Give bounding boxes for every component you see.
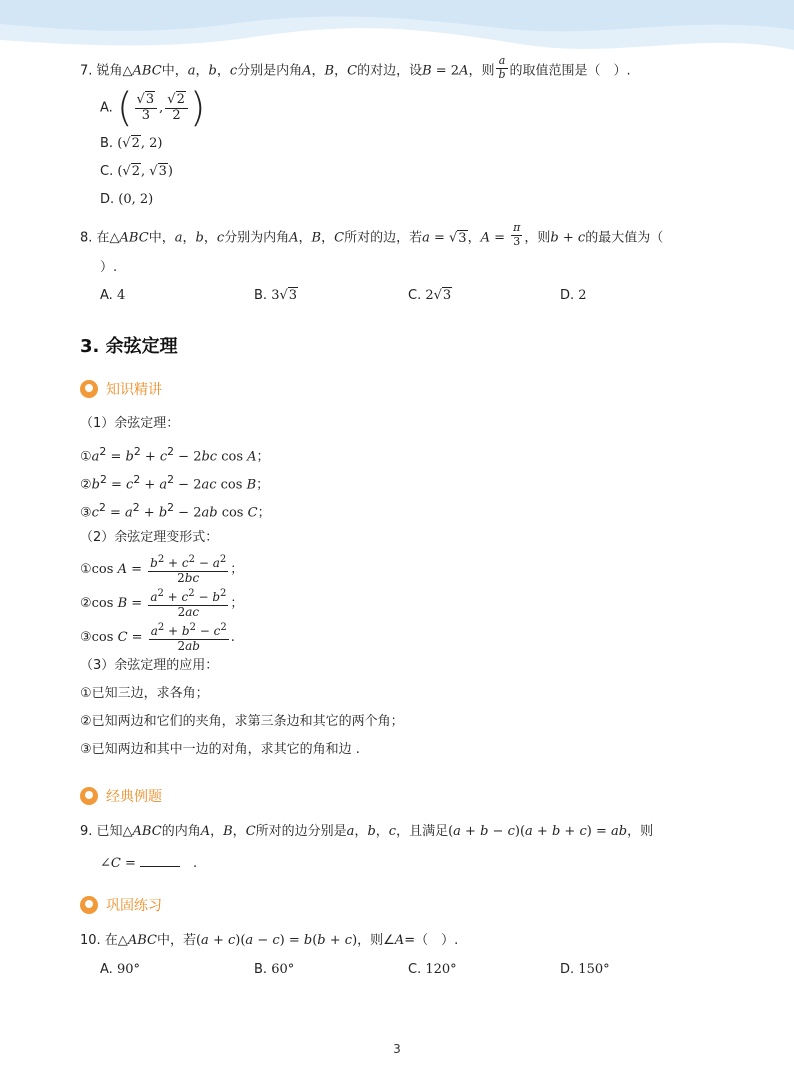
knowledge-p2: （2）余弦定理变形式：: [80, 530, 219, 545]
q8-stem-line2: ）.: [100, 260, 118, 275]
section-title: 3. 余弦定理: [80, 336, 178, 357]
knowledge-app2: ②已知两边和它们的夹角，求第三条边和其它的两个角；: [80, 714, 404, 729]
q8-option-d[interactable]: D. 2: [560, 288, 587, 303]
q8-option-a[interactable]: A. 4: [100, 288, 126, 303]
q9-answer-line: ∠C = .: [100, 852, 197, 874]
knowledge-label: 知识精讲: [106, 382, 162, 398]
knowledge-app1: ①已知三边，求各角；: [80, 686, 209, 701]
q7-option-d[interactable]: D. (0, 2): [100, 192, 154, 207]
formula-law2: $②b^2 = c^2 + a^2 - 2ac$ cos B；: [80, 473, 270, 493]
q10-option-b[interactable]: B. 60°: [254, 962, 295, 977]
q10-stem: 10. 在△ABC中，若(a + c)(a − c) = b(b + c)，则∠A=（ ）.: [80, 933, 459, 948]
knowledge-p3: （3）余弦定理的应用：: [80, 658, 219, 673]
knowledge-header: [80, 378, 162, 400]
lightbulb-icon: [80, 380, 98, 398]
q8-stem: 8. 在△ABC中，a，b，c分别为内角A，B，C所对的边，若a = √3，A = $\frac{\pi}{3}$ ，则b + c的最大值为（: [80, 221, 664, 248]
answer-blank[interactable]: [140, 852, 180, 867]
knowledge-p1: （1）余弦定理：: [80, 416, 180, 431]
page-number: 3: [393, 1042, 401, 1056]
q7-option-b[interactable]: B. (√2, 2): [100, 136, 163, 151]
example-header: [80, 785, 162, 807]
q7-option-c[interactable]: C. (√2, √3): [100, 164, 173, 179]
formula-cosA: ①cos A = $\frac{b^2 + c^2 - a^2}{2bc}$ ；: [80, 553, 244, 585]
header-wave: [0, 0, 794, 60]
q7-option-a[interactable]: A. ( $\frac{√3}{3}$ , $\frac{√2}{2}$ ): [100, 85, 206, 131]
practice-header: [80, 894, 162, 916]
q8-option-b[interactable]: B. 3√3: [254, 288, 298, 303]
formula-cosC: ③cos C = $\frac{a^2 + b^2 - c^2}{2ab}$ .: [80, 621, 235, 653]
example-label: 经典例题: [106, 789, 162, 805]
q10-option-c[interactable]: C. 120°: [408, 962, 457, 977]
q9-stem: 9. 已知△ABC的内角A，B，C所对的边分别是a，b，c，且满足(a + b − c)(a + b + c) = ab，则: [80, 824, 654, 839]
practice-label: 巩固练习: [106, 898, 162, 914]
q10-option-d[interactable]: D. 150°: [560, 962, 610, 977]
formula-law1: $①a^2 = b^2 + c^2 - 2bc$ cos A；: [80, 445, 270, 465]
q7-stem: 7. 锐角△ABC中，a，b，c分别是内角A，B，C的对边，设B = 2A，则 $\frac{a}{b}$ 的取值范围是（ ）.: [80, 54, 631, 81]
q10-option-a[interactable]: A. 90°: [100, 962, 140, 977]
q8-option-c[interactable]: C. 2√3: [408, 288, 452, 303]
lightbulb-icon: [80, 787, 98, 805]
formula-law3: $③c^2 = a^2 + b^2 - 2ab$ cos C；: [80, 501, 271, 521]
knowledge-app3: ③已知两边和其中一边的对角，求其它的角和边 .: [80, 742, 360, 757]
lightbulb-icon: [80, 896, 98, 914]
formula-cosB: ②cos B = $\frac{a^2 + c^2 - b^2}{2ac}$ ；: [80, 587, 244, 619]
